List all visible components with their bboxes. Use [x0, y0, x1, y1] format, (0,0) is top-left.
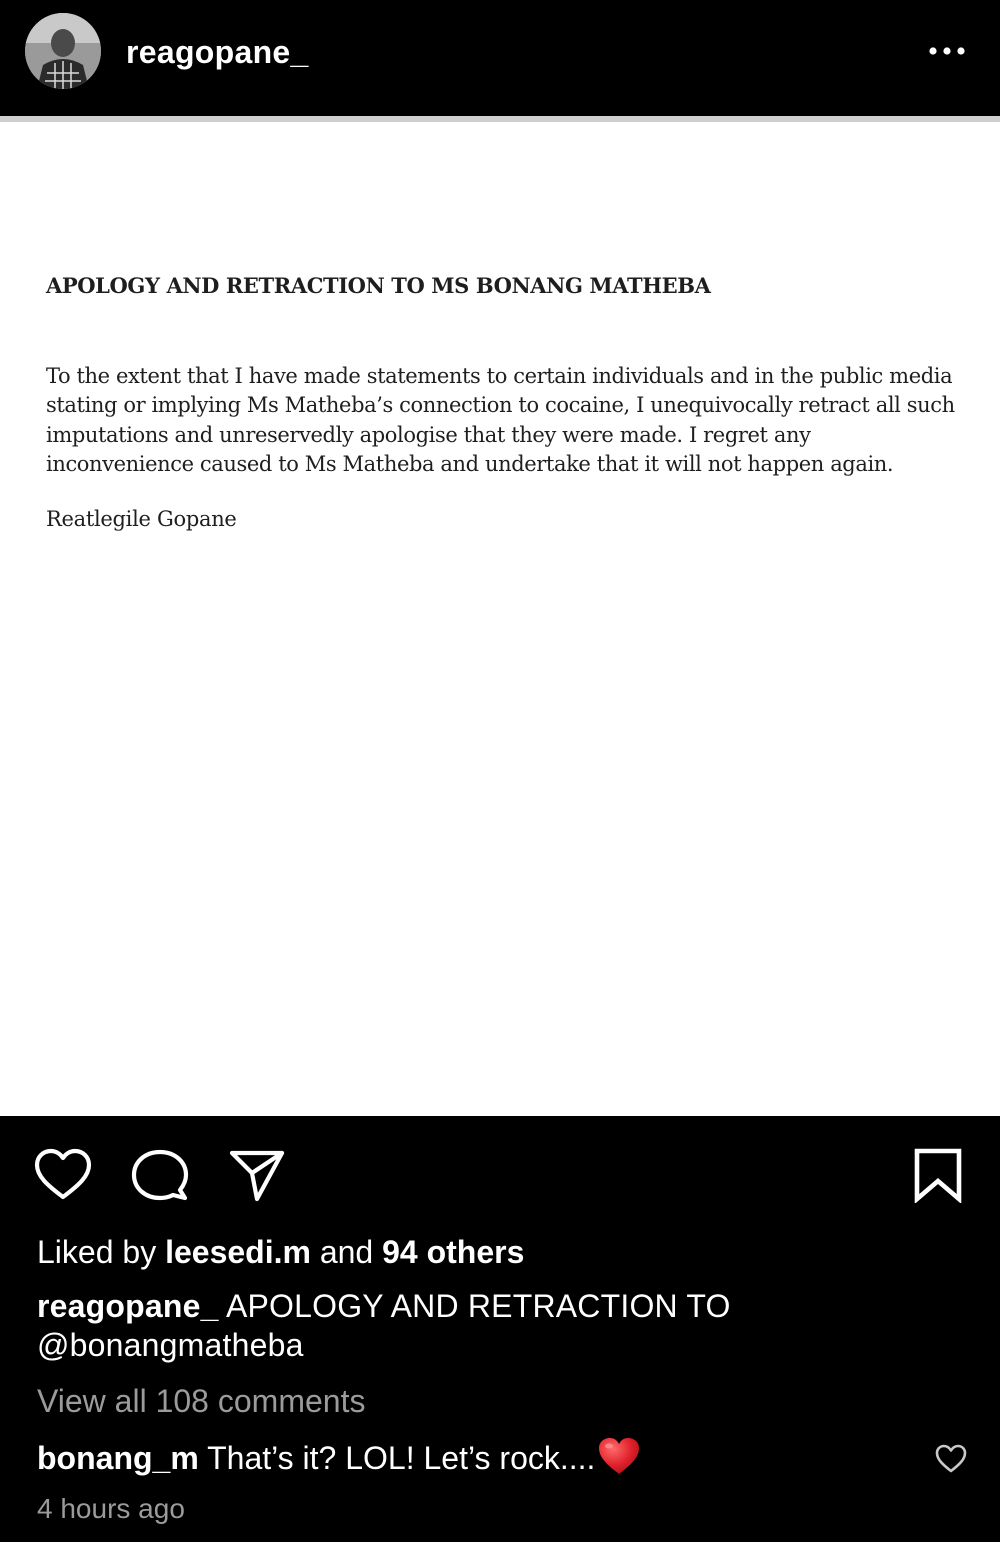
view-all-comments-link[interactable]: View all 108 comments — [37, 1383, 366, 1419]
like-button[interactable] — [33, 1147, 93, 1203]
avatar-photo — [25, 13, 101, 89]
more-options-button[interactable] — [918, 30, 976, 74]
comment-text: That’s it? LOL! Let’s rock.... — [198, 1440, 596, 1476]
post-caption — [37, 1287, 797, 1365]
caption-username[interactable]: reagopane_ — [37, 1288, 219, 1324]
save-button[interactable] — [911, 1147, 965, 1203]
image-top-border — [0, 116, 1000, 122]
post-image[interactable] — [0, 116, 1000, 1116]
likes-summary[interactable] — [37, 1232, 524, 1272]
likes-prefix: Liked by — [37, 1234, 166, 1270]
liked-by-username[interactable]: leesedi.m — [165, 1234, 311, 1270]
post-timestamp: 4 hours ago — [37, 1493, 185, 1524]
comment-like-button[interactable] — [934, 1443, 968, 1475]
likes-middle: and — [310, 1234, 383, 1270]
caption-text: APOLOGY AND RETRACTION TO @bonangmatheba — [37, 1288, 731, 1363]
document-signature: Reatlegile Gopane — [46, 507, 237, 531]
paper-plane-icon — [228, 1147, 286, 1203]
document-body — [46, 362, 991, 479]
heart-outline-small-icon — [934, 1443, 968, 1475]
document-body-line: stating or implying Ms Matheba’s connection to cocaine, I unequivocally retract all such — [46, 393, 955, 418]
comment-button[interactable] — [131, 1148, 189, 1204]
comment-bubble-icon — [131, 1148, 189, 1204]
post-action-bar — [0, 1116, 1000, 1236]
comment-username[interactable]: bonang_m — [37, 1440, 199, 1476]
avatar[interactable] — [25, 13, 101, 89]
document-title: APOLOGY AND RETRACTION TO MS BONANG MATHEBA — [46, 273, 711, 298]
document-body-line: inconvenience caused to Ms Matheba and undertake that it will not happen again. — [46, 451, 894, 476]
more-horizontal-icon — [918, 30, 976, 74]
document-body-line: To the extent that I have made statements to certain individuals and in the public media — [46, 364, 953, 388]
red-heart-emoji — [597, 1436, 641, 1485]
top-comment — [37, 1436, 641, 1485]
heart-outline-icon — [33, 1147, 93, 1203]
likes-others-count[interactable]: 94 others — [382, 1234, 525, 1270]
share-button[interactable] — [228, 1147, 286, 1203]
bookmark-icon — [911, 1147, 965, 1203]
post-header — [0, 0, 1000, 116]
post-author-username[interactable]: reagopane_ — [126, 34, 309, 70]
document-body-line: imputations and unreservedly apologise that they were made. I regret any — [46, 422, 811, 447]
